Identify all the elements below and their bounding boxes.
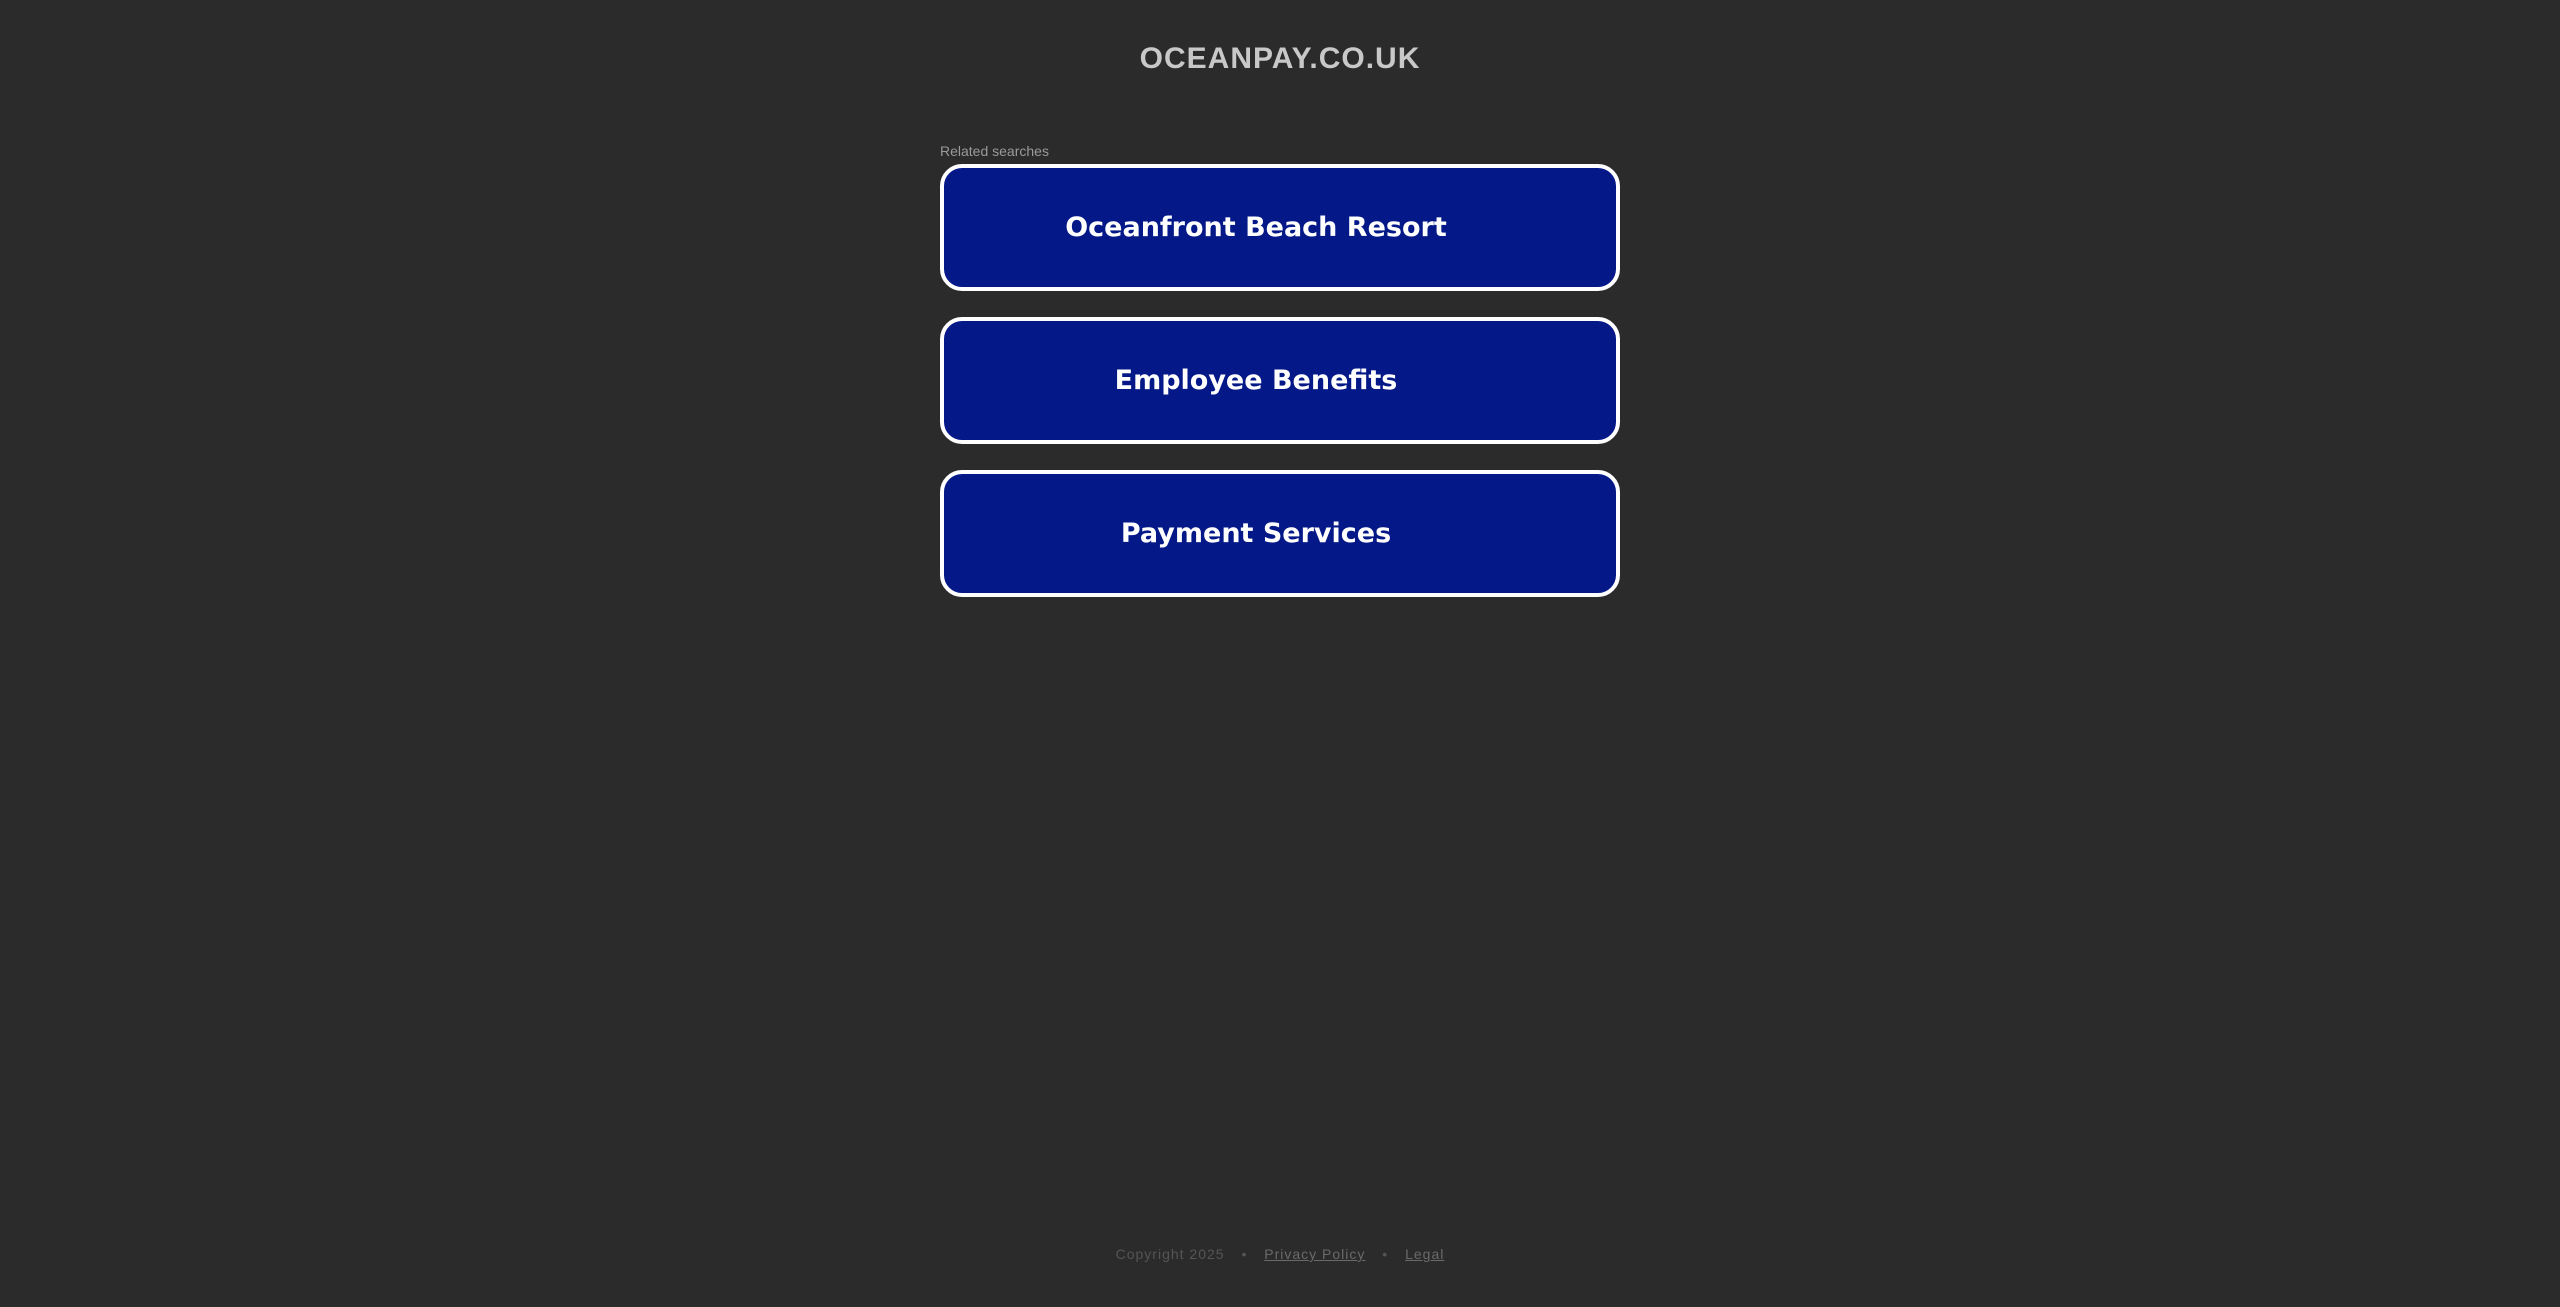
related-search-label: Payment Services [1120,518,1392,549]
legal-link[interactable]: Legal [1405,1246,1445,1262]
footer-separator: • [1382,1246,1389,1262]
site-title: OCEANPAY.CO.UK [1139,42,1421,75]
related-searches [940,143,1620,623]
related-search-employee-benefits[interactable] [940,317,1620,444]
related-search-oceanfront-beach-resort[interactable] [940,164,1620,291]
related-search-payment-services[interactable] [940,470,1620,597]
privacy-policy-link[interactable]: Privacy Policy [1264,1246,1366,1262]
footer [0,1246,2560,1262]
footer-separator: • [1241,1246,1248,1262]
copyright-text: Copyright 2025 [1115,1246,1225,1262]
related-search-label: Employee Benefits [1114,365,1398,396]
related-searches-label: Related searches [940,143,1049,159]
related-search-label: Oceanfront Beach Resort [1065,212,1447,243]
